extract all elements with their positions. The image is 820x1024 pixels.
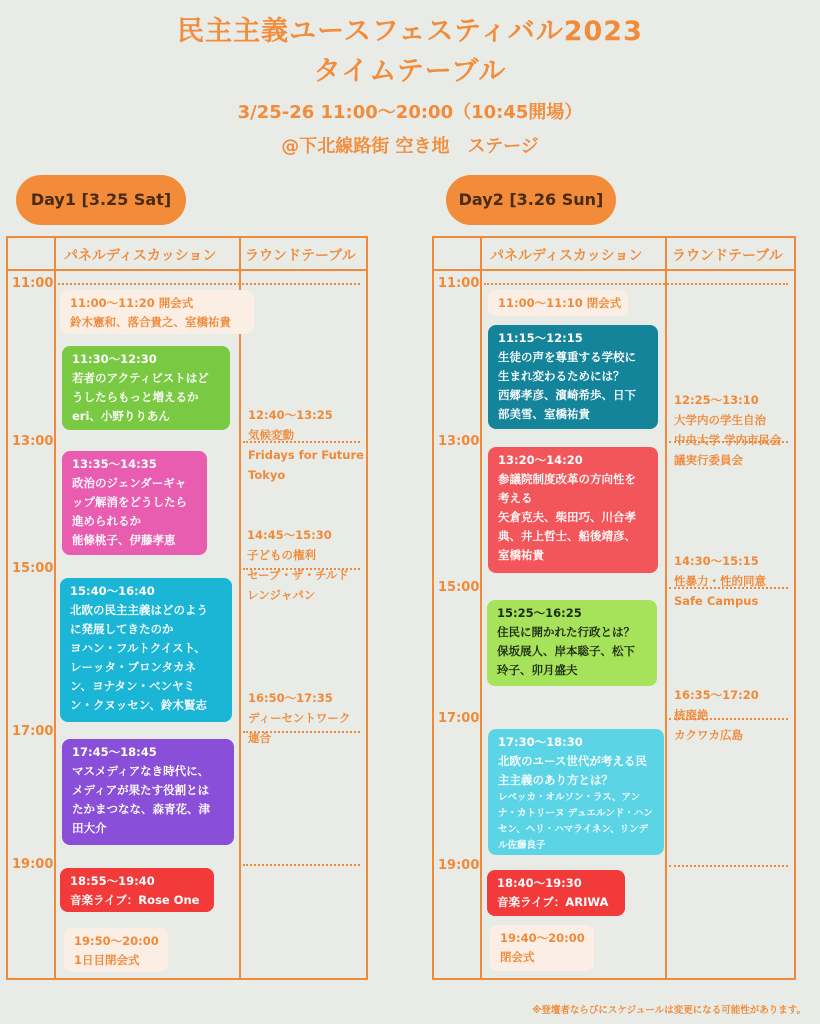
day1-hour-rule	[58, 283, 360, 285]
card-line: レーッタ・ブロンタカネ	[70, 660, 197, 674]
card-line: 能條桃子、伊藤孝恵	[72, 533, 176, 547]
day2-header-rule	[432, 269, 796, 271]
rt-line: レンジャパン	[247, 588, 316, 602]
card-line: 19:50〜20:00	[74, 934, 159, 948]
card-line: 進められるか	[72, 514, 141, 528]
page-title: 民主主義ユースフェスティバル2023	[177, 16, 643, 47]
day1-divider-round	[239, 236, 241, 980]
card-line: 13:20〜14:20	[498, 453, 583, 467]
day1-closing-card	[64, 928, 168, 972]
day1-time-label: 15:00	[12, 561, 54, 576]
rt-line: 12:40〜13:25	[248, 408, 333, 422]
card-line: 1日目閉会式	[74, 953, 140, 967]
disclaimer-note: ※登壇者ならびにスケジュールは変更になる可能性があります。	[532, 1005, 806, 1016]
card-line: 矢倉克夫、柴田巧、川合孝	[498, 510, 636, 524]
day2-session-card	[488, 447, 658, 573]
rt-line: 中央大学 学内市民会	[674, 433, 782, 447]
card-line: 鈴木憲和、落合貴之、室橋祐貴	[70, 315, 231, 329]
day2-session-card	[487, 600, 657, 686]
card-line: セン、ヘリ・ハマライネン、リンデ	[498, 824, 649, 835]
rt-line: 16:50〜17:35	[248, 691, 333, 705]
day2-panel-header: パネルディスカッション	[490, 248, 643, 264]
card-line: 15:25〜16:25	[497, 606, 582, 620]
rt-line: Fridays for Future	[248, 448, 364, 462]
day2-time-label: 17:00	[438, 711, 480, 726]
rt-line: 12:25〜13:10	[674, 393, 759, 407]
rt-line: 14:30〜15:15	[674, 554, 759, 568]
card-line: 室橋祐貴	[498, 548, 544, 562]
day2-time-label: 19:00	[438, 858, 480, 873]
day2-hour-rule	[484, 283, 788, 285]
day1-session-card	[60, 578, 232, 722]
card-line: 西郷孝彦、濱崎希歩、日下	[498, 388, 636, 402]
day2-time-label: 15:00	[438, 580, 480, 595]
day1-session-card	[62, 346, 230, 430]
card-line: ン、ヨナタン・ベンヤミ	[70, 679, 196, 693]
card-line: 13:35〜14:35	[72, 457, 157, 471]
day2-roundtable-item	[674, 551, 766, 611]
rt-line: 核廃絶	[674, 708, 709, 722]
card-line: 政治のジェンダーギャ	[72, 476, 187, 490]
card-line: うしたらもっと増えるか	[72, 390, 199, 404]
card-line: 玲子、卯月盛夫	[497, 663, 578, 677]
day2-session-card	[488, 729, 664, 855]
card-line: 主主義のあり方とは？	[498, 773, 613, 787]
card-line: 生徒の声を尊重する学校に	[498, 350, 636, 364]
day1-session-card	[62, 739, 234, 845]
day1-roundtable-item	[248, 405, 364, 485]
day1-roundtable-item	[247, 525, 349, 605]
rt-line: 議実行委員会	[674, 453, 743, 467]
card-line: ップ解消をどうしたら	[72, 495, 187, 509]
card-line: 11:30〜12:30	[72, 352, 157, 366]
card-line: たかまつなな、森青花、津	[72, 802, 210, 816]
card-line: 18:40〜19:30	[497, 876, 582, 890]
card-line: 11:00〜11:20 開会式	[70, 296, 194, 310]
rt-line: 性暴力・性的同意	[674, 574, 766, 588]
rt-line: 気候変動	[248, 428, 294, 442]
day2-divider-round	[665, 236, 667, 980]
day2-session-card	[488, 325, 658, 429]
day2-closing-card	[490, 925, 594, 971]
day1-panel-header: パネルディスカッション	[64, 248, 217, 264]
rt-line: 16:35〜17:20	[674, 688, 759, 702]
day1-opening-card	[60, 290, 254, 334]
card-line: 17:45〜18:45	[72, 745, 157, 759]
day2-hour-rule	[669, 865, 788, 867]
day2-opening-card	[488, 290, 628, 316]
rt-line: 大学内の学生自治	[674, 413, 766, 427]
card-line: 音楽ライブ：Rose One	[70, 893, 200, 907]
day1-time-label: 11:00	[12, 276, 54, 291]
day1-hour-rule	[243, 864, 360, 866]
card-line: 田大介	[72, 821, 107, 835]
day2-round-header: ラウンドテーブル	[672, 248, 783, 264]
day1-label: Day1 [3.25 Sat]	[16, 175, 186, 225]
card-line: 若者のアクティビストはど	[72, 371, 209, 385]
rt-line: ディーセントワーク	[248, 711, 351, 725]
card-line: 閉会式	[500, 950, 535, 964]
day2-music-card	[487, 870, 625, 916]
rt-line: セーブ・ザ・チルド	[247, 568, 349, 582]
venue-line: @下北線路街 空き地 ステージ	[281, 136, 539, 157]
rt-line: カクワカ広島	[674, 728, 743, 742]
card-line: に発展してきたのか	[70, 622, 174, 636]
rt-line: 14:45〜15:30	[247, 528, 332, 542]
card-line: ヨハン・フルトクイスト、	[70, 641, 206, 655]
card-line: ン・クヌッセン、鈴木賢志	[70, 698, 207, 712]
day1-round-header: ラウンドテーブル	[245, 248, 356, 264]
card-line: eri、小野りりあん	[72, 409, 170, 423]
card-line: 生まれ変わるためには？	[498, 369, 625, 383]
card-line: 典、井上哲士、船後靖彦、	[498, 529, 636, 543]
day1-music-card	[60, 868, 214, 912]
card-line: 17:30〜18:30	[498, 735, 583, 749]
day2-roundtable-item	[674, 685, 759, 745]
day1-session-card	[62, 451, 207, 555]
rt-line: 子どもの権利	[247, 548, 316, 562]
card-line: 北欧のユース世代が考える民	[498, 754, 647, 768]
card-line: メディアが果たす役割とは	[72, 783, 210, 797]
card-line: 音楽ライブ：ARIWA	[497, 895, 609, 909]
card-line: ル佐藤良子	[498, 840, 546, 851]
day1-header-rule	[6, 269, 368, 271]
card-line: マスメディアなき時代に、	[72, 764, 210, 778]
day1-divider-time	[54, 236, 56, 980]
card-line: 19:40〜20:00	[500, 931, 585, 945]
day2-roundtable-item	[674, 390, 782, 470]
day2-label: Day2 [3.26 Sun]	[446, 175, 616, 225]
card-line: 住民に開かれた行政とは？	[497, 625, 635, 639]
page-subtitle: タイムテーブル	[313, 56, 507, 87]
card-line: 18:55〜19:40	[70, 874, 155, 888]
card-line: 北欧の民主主義はどのよう	[70, 603, 208, 617]
card-line: 考える	[498, 491, 533, 505]
day1-time-label: 19:00	[12, 857, 54, 872]
day1-time-label: 13:00	[12, 434, 54, 449]
rt-line: Tokyo	[248, 468, 286, 482]
card-line: 部美雪、室橋祐貴	[498, 407, 590, 421]
day2-time-label: 11:00	[438, 276, 480, 291]
day2-time-label: 13:00	[438, 434, 480, 449]
date-line: 3/25-26 11:00〜20:00（10:45開場）	[237, 102, 583, 123]
card-line: レベッカ・オルソン・ラス、アン	[498, 792, 641, 803]
day1-time-label: 17:00	[12, 724, 54, 739]
rt-line: 連合	[248, 731, 271, 745]
card-line: 保坂展人、岸本聡子、松下	[497, 644, 635, 658]
card-line: 11:00〜11:10 閉会式	[498, 296, 622, 310]
rt-line: Safe Campus	[674, 594, 759, 608]
day1-roundtable-item	[248, 688, 350, 748]
card-line: 11:15〜12:15	[498, 331, 583, 345]
day2-divider-time	[480, 236, 482, 980]
card-line: ナ・カトリーヌ デュエルンド・ハン	[498, 808, 653, 819]
card-line: 15:40〜16:40	[70, 584, 155, 598]
card-line: 参議院制度改革の方向性を	[498, 472, 636, 486]
